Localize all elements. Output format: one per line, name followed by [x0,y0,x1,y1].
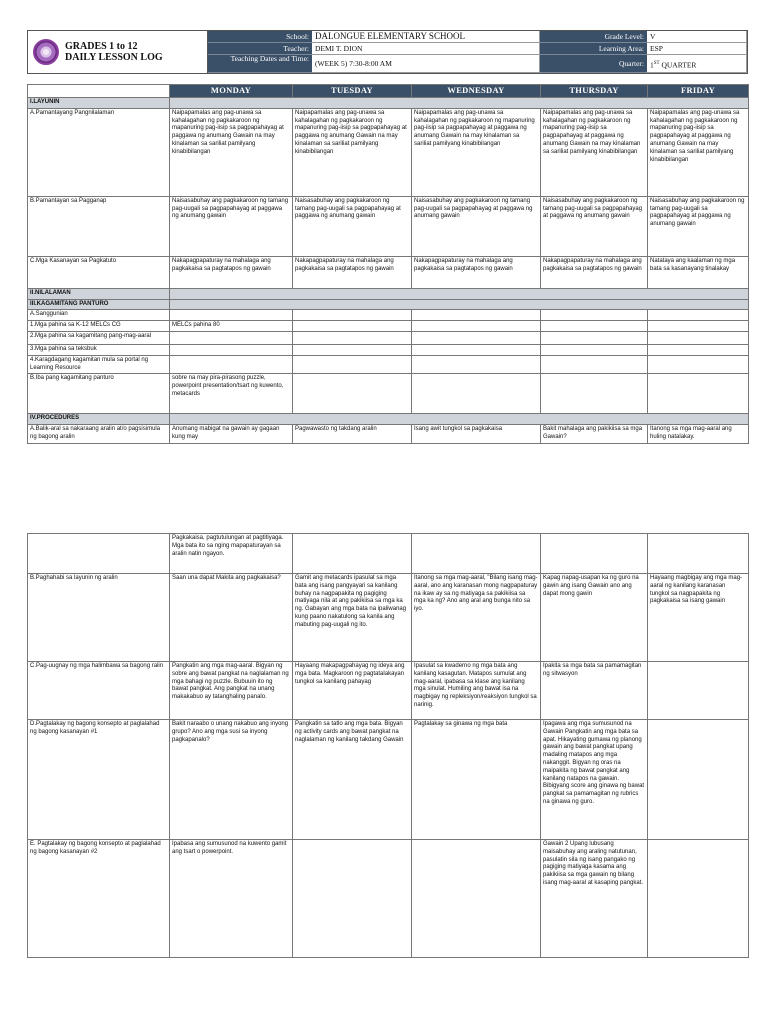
grade-value: V [647,31,747,43]
cell-friday: Natataya ang kaalaman ng mga bata sa kasanayang tinalakay [648,256,749,288]
row-label: A.Sanggunian [28,310,170,321]
cell-tuesday [293,344,412,355]
header-branding [28,31,208,73]
lesson-log-table-page-1 [27,84,749,444]
cell-wednesday: Ipasulat sa kwaderno ng mga bata ang kanilang kasagutan. Matapos sumulat ang mag-aaral, ipabasa sa klase ang kanilang mga sinulat. Humiling ang bawat isa na magbigay ng repleksiyon/reaksiyon tungkol sa narinig. [412,662,541,720]
cell-thursday: Ipakita sa mga bata sa pamamagitan ng sitwasyon [541,662,648,720]
cell-wednesday [412,355,541,374]
log-row [28,574,749,662]
day-header-tuesday: TUESDAY [293,85,412,98]
row-label: 3.Mga pahina sa teksbuk [28,344,170,355]
section-label: II.NILALAMAN [28,288,170,299]
cell-tuesday: Gamit ang metacards ipasulat sa mga bata ang isang pangyayari sa kanilang buhay na nagpapakita ng pagiging matiyaga nila at ang pakikiisa sa mga ka ng. Gabayan ang mga bata na ipaliwanag kung paano nakatulong sa kanila ang mabuting pag-uugali ng ito. [293,574,412,662]
row-label: C.Mga Kasanayan sa Pagkatuto [28,256,170,288]
cell-wednesday [412,310,541,321]
row-label: B.Paghahabi sa layunin ng aralin [28,574,170,662]
section-label: I.LAYUNIN [28,98,170,109]
corner-cell [28,85,170,98]
cell-wednesday: Naisasabuhay ang pagkakaroon ng tamang pag-uugali sa pagpapahayag at paggawa ng anumang gawain [412,196,541,256]
row-label [28,534,170,574]
log-row [28,196,749,256]
row-label: 2.Mga pahina sa kagamitang pang-mag-aaral [28,331,170,344]
section-fill [170,414,749,425]
cell-thursday: Ipagawa ang mga sumusunod na Gawain Pangkatin ang mga bata sa apat. Hikayating gumawa ng planong gawain ang bawat pangkat upang madaling matapos ang mga nakanggit. Bigyan ng oras na maipakita ng bawat pangkat ang kanilang natapos na gawain. Bibigyang score ang ginawa ng bawat pangkat sa pamamagitan ng rubrics na ginawa ng guro. [541,720,648,840]
area-label: Learning Area: [540,43,647,55]
row-label: 1.Mga pahina sa K-12 MELCs CG [28,321,170,332]
log-row [28,355,749,374]
cell-monday [170,331,293,344]
lesson-log-table-page-2 [27,533,749,958]
log-row [28,310,749,321]
teacher-label: Teacher: [208,43,312,55]
cell-tuesday [293,840,412,958]
section-label: IV.PROCEDURES [28,414,170,425]
log-row [28,720,749,840]
grade-label: Grade Level: [540,31,647,43]
cell-wednesday [412,344,541,355]
cell-wednesday: Nakapagpapaturay na mahalaga ang pagkakaisa sa pagtatapos ng gawain [412,256,541,288]
cell-monday [170,310,293,321]
cell-monday: Saan una dapat Makita ang pagkakaisa? [170,574,293,662]
log-row [28,344,749,355]
cell-tuesday [293,374,412,414]
cell-wednesday [412,374,541,414]
cell-tuesday [293,321,412,332]
cell-thursday: Bakit mahalaga ang pakikiisa sa mga Gawain? [541,425,648,444]
cell-monday: sobre na may pira-pirasong puzzle, powerpoint presentation/tsart ng kuwento, metacards [170,374,293,414]
cell-friday [648,344,749,355]
cell-monday: Bakit naraabo o unang nakabuo ang inyong grupo? Ano ang mga susi sa inyong pagkapanalo? [170,720,293,840]
deped-seal-icon [33,39,59,65]
section-fill [170,288,749,299]
cell-tuesday: Naisasabuhay ang pagkakaroon ng tamang pag-uugali sa pagpapahayag at paggawa ng anumang gawain [293,196,412,256]
cell-wednesday [412,321,541,332]
lesson-log-header [27,30,748,74]
row-label: B.Iba pang kagamitang panturo [28,374,170,414]
quarter-value: 1ST QUARTER [647,55,747,73]
cell-wednesday: Naipapamalas ang pag-unawa sa kahalagahan ng pagkakaroon ng mapanuring pag-iisip sa pagpapahayag at paggawa ng anumang Gawain na may kinalaman sa sariliat pamilyang kinabibilangan [412,108,541,196]
cell-monday: Pagkakaisa, pagtutulungan at pagtitiyaga. Mga bata ito sa nging mapapaturayan sa aralin natin ngayon. [170,534,293,574]
cell-monday: Naipapamalas ang pag-unawa sa kahalagahan ng pagkakaroon ng mapanuring pag-iisip sa pagpapahayag at paggawa ng anumang Gawain na may kinalaman sa sariliat pamilyang kinabibilangan [170,108,293,196]
cell-wednesday [412,331,541,344]
title-line-1: GRADES 1 to 12 [65,41,138,52]
cell-friday [648,662,749,720]
dates-label: Teaching Dates and Time: [208,55,312,73]
cell-friday [648,321,749,332]
dates-value: (WEEK 5) 7:30-8:00 AM [312,55,540,73]
cell-wednesday: Isang awit tungkol sa pagkakaisa [412,425,541,444]
cell-thursday: Nakapagpapaturay na mahalaga ang pagkakaisa sa pagtatapos ng gawain [541,256,648,288]
cell-friday [648,840,749,958]
section-row [28,288,749,299]
cell-thursday: Naisasabuhay ang pagkakaroon ng tamang pag-uugali sa pagpapahayag at paggawa ng anumang gawain [541,196,648,256]
row-label: D.Pagtalakay ng bagong konsepto at paglalahad ng bagong kasanayan #1 [28,720,170,840]
cell-friday [648,355,749,374]
cell-wednesday: Pagtalakay sa ginawa ng mga bata [412,720,541,840]
log-row [28,331,749,344]
log-row [28,534,749,574]
cell-thursday: Kapag napag-usapan ka ng guro na gawin ang isang Gawain ano ang dapat mong gawin [541,574,648,662]
cell-wednesday: Itanong sa mga mag-aaral, "Bilang isang mag-aaral, ano ang karanasan mong nagpapaturay na ikaw ay sa ng matiyaga sa pakikiisa sa mga ka ng? Ano ang aral ang bunga nito sa iyo. [412,574,541,662]
cell-tuesday: Hayaang makapagpahayag ng ideya ang mga bata. Magkaroon ng pagtatalakayan tungkol sa kanilang pahayag [293,662,412,720]
cell-thursday [541,374,648,414]
cell-thursday [541,321,648,332]
row-label: E. Pagtalakay ng bagong konsepto at paglalahad ng bagong kasanayan #2 [28,840,170,958]
log-row [28,662,749,720]
cell-thursday [541,344,648,355]
row-label: A.Balik-aral sa nakaraang aralin at/o pagsisimula ng bagong aralin [28,425,170,444]
cell-friday [648,310,749,321]
row-label: C.Pag-uugnay ng mga halimbawa sa bagong ralin [28,662,170,720]
cell-tuesday: Pangkatin sa tatlo ang mga bata. Bigyan ng activity cards ang bawat pangkat na naglalaman ng kanilang takdang Gawain [293,720,412,840]
area-value: ESP [647,43,747,55]
teacher-value: DEMI T. DION [312,43,540,55]
cell-friday: Naipapamalas ang pag-unawa sa kahalagahan ng pagkakaroon ng mapanuring pag-iisip sa pagpapahayag at paggawa ng anumang Gawain na may kinalaman sa sariliat pamilyang kinabibilangan [648,108,749,196]
section-fill [170,98,749,109]
cell-thursday [541,355,648,374]
cell-tuesday [293,331,412,344]
cell-tuesday [293,534,412,574]
day-header-friday: FRIDAY [648,85,749,98]
cell-monday: Ipabasa ang sumusunod na kuwento gamit ang tsart o powerpoint. [170,840,293,958]
cell-wednesday [412,534,541,574]
cell-friday: Hayaang magbigay ang mga mag-aaral ng kanilang karanasan tungkol sa nagpapakita ng pagkakaisa sa isang gawain [648,574,749,662]
cell-friday [648,331,749,344]
cell-wednesday [412,840,541,958]
quarter-label: Quarter: [540,55,647,73]
cell-tuesday: Nakapagpapaturay na mahalaga ang pagkakaisa sa pagtatapos ng gawain [293,256,412,288]
cell-friday [648,534,749,574]
section-row [28,299,749,310]
day-header-row [28,85,749,98]
day-header-wednesday: WEDNESDAY [412,85,541,98]
school-value: DALONGUE ELEMENTARY SCHOOL [312,31,540,43]
cell-tuesday: Naipapamalas ang pag-unawa sa kahalagahan ng pagkakaroon ng mapanuring pag-iisip sa pagpapahayag at paggawa ng anumang Gawain na may kinalaman sa sariliat pamilyang kinabibilangan [293,108,412,196]
log-row [28,256,749,288]
cell-tuesday [293,355,412,374]
cell-tuesday: Pagwawasto ng takdang aralin [293,425,412,444]
cell-friday: Naisasabuhay ang pagkakaroon ng tamang pag-uugali sa pagpapahayag at paggawa ng anumang gawain [648,196,749,256]
day-header-monday: MONDAY [170,85,293,98]
document-title [65,41,163,63]
cell-friday: Itanong sa mga mag-aaral ang huling natalakay. [648,425,749,444]
row-label: 4.Karagdagang kagamitan mula sa portal ng Learning Resource [28,355,170,374]
section-row [28,414,749,425]
cell-monday: MELCs pahina 80 [170,321,293,332]
log-row [28,374,749,414]
row-label: B.Pamantayan sa Pagganap [28,196,170,256]
cell-thursday [541,331,648,344]
section-row [28,98,749,109]
school-label: School: [208,31,312,43]
cell-monday: Naisasabuhay ang pagkakaroon ng tamang pag-uugali sa pagpapahayag at paggawa ng anumang gawain [170,196,293,256]
cell-thursday [541,310,648,321]
log-row [28,321,749,332]
day-header-thursday: THURSDAY [541,85,648,98]
section-label: III.KAGAMITANG PANTURO [28,299,170,310]
cell-thursday [541,534,648,574]
cell-monday: Anumang mabigat na gawain ay gagaan kung may [170,425,293,444]
section-fill [170,299,749,310]
cell-monday [170,355,293,374]
cell-monday: Nakapagpapaturay na mahalaga ang pagkakaisa sa pagtatapos ng gawain [170,256,293,288]
cell-monday: Pangkatin ang mga mag-aaral. Bigyan ng sobre ang bawat pangkat na naglalaman ng mga bahagi ng puzzle. Bubuuin ito ng bawat pangkat. Ang pangkat na unang makakabuo ay tatanghaling panalo. [170,662,293,720]
log-row [28,425,749,444]
cell-thursday: Naipapamalas ang pag-unawa sa kahalagahan ng pagkakaroon ng mapanuring pag-iisip sa pagpapahayag at paggawa ng anumang Gawain na may kinalaman sa sariliat pamilyang kinabibilangan [541,108,648,196]
title-line-2: DAILY LESSON LOG [65,52,163,63]
cell-friday [648,720,749,840]
cell-friday [648,374,749,414]
row-label: A.Pamantayang Pangnilalaman [28,108,170,196]
log-row [28,840,749,958]
cell-thursday: Gawain 2 Upang lubusang maisabuhay ang araling natutunan, pasulatin sila ng isang pangako ng pagiging matiyaga kasama ang pakikiisa sa mga gawain ng bilang isang mag-aaral at kasaping pangkat. [541,840,648,958]
cell-monday [170,344,293,355]
header-info-grid [208,31,747,73]
log-row [28,108,749,196]
cell-tuesday [293,310,412,321]
